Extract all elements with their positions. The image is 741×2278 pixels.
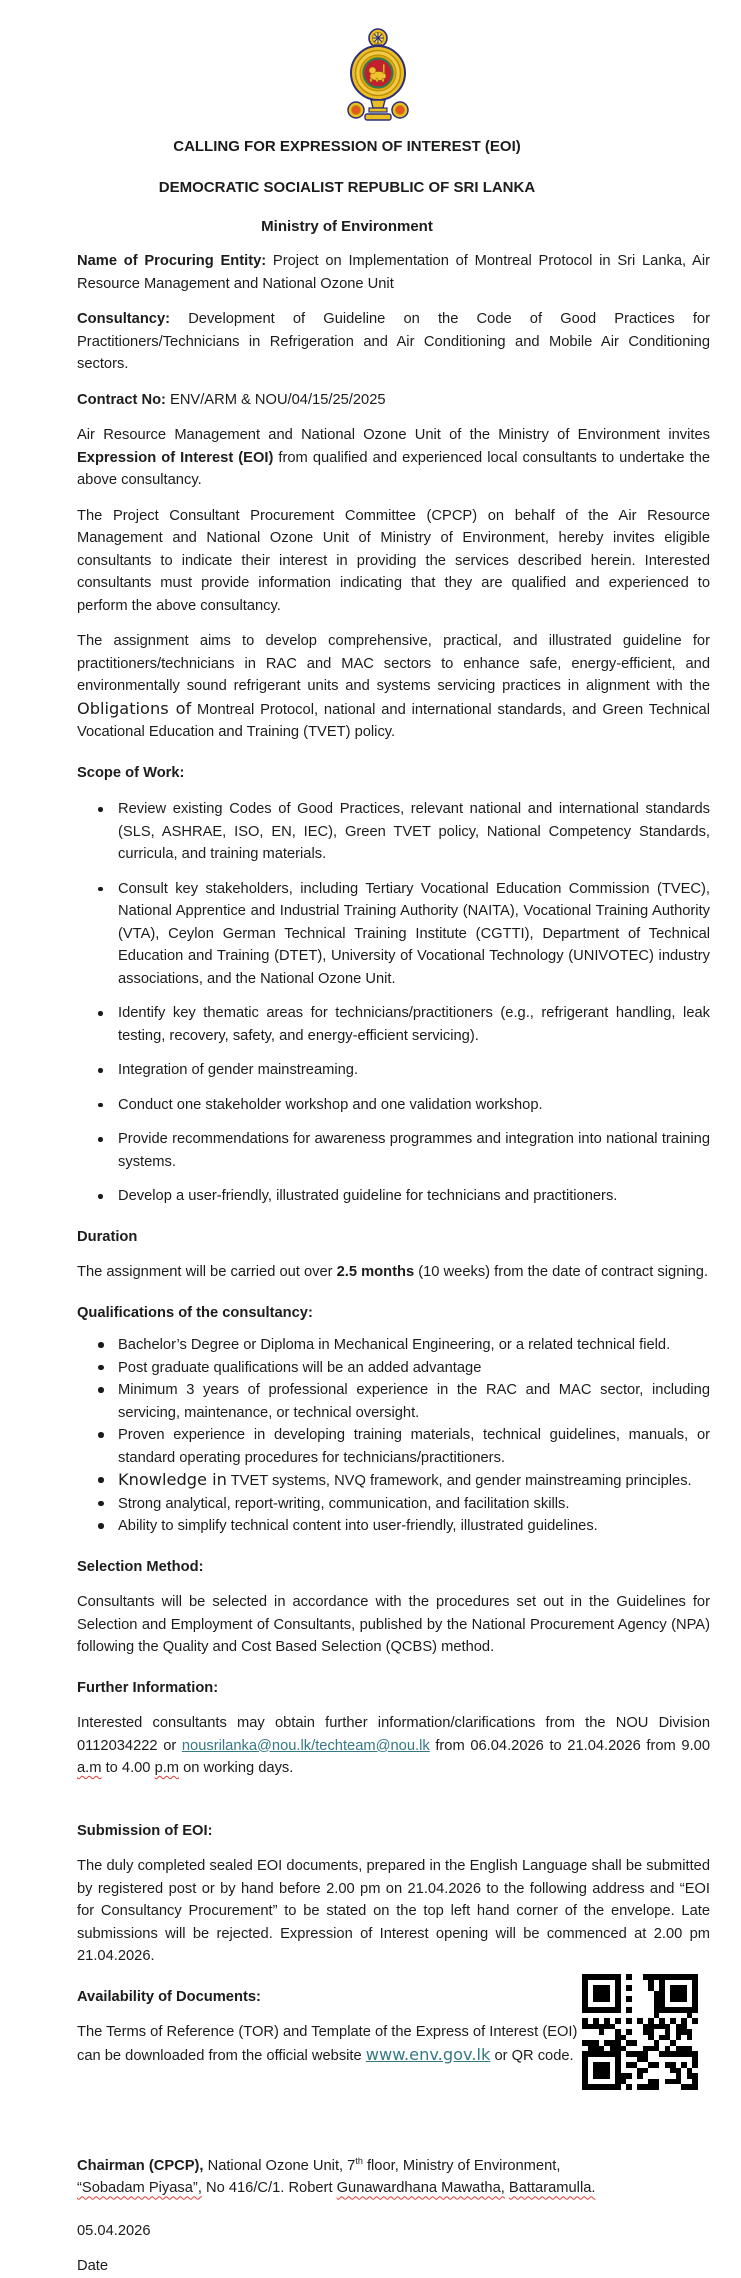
text-run: Identify key thematic areas for technicians/practitioners (e.g., refrigerant handling, leak testing, recovery, safety, and energy-efficient servicing). — [118, 1005, 710, 1044]
bullet-item — [77, 1185, 710, 1208]
text-run: Post graduate qualifications will be an added advantage — [118, 1359, 482, 1376]
qr-code — [582, 1974, 698, 2090]
text-run: Ability to simplify technical content into user-friendly, illustrated guidelines. — [118, 1518, 598, 1534]
text-run: The Project Consultant Procurement Committee (CPCP) on behalf of the Air Resource Management and National Ozone Unit of Ministry of Environment, hereby invites eligible consultants to indicate their interest in providing the services described herein. Interested consultants must provide information indicating that they are qualified and experienced to perform the above consultancy. — [77, 507, 710, 614]
text-run: Gunawardhana Mawatha, — [336, 2180, 505, 2197]
bullet-item — [77, 1469, 710, 1493]
text-run: Interested consultants may obtain further information/clarifications from the NOU Division 0112034222 or — [77, 1715, 710, 1754]
text-run: Integration of gender mainstreaming. — [118, 1062, 359, 1078]
selection-method-heading: Selection Method: — [77, 1558, 204, 1575]
text-run: The duly completed sealed EOI documents, prepared in the English Language shall be submitted by registered post or by hand before 2.00 pm on 21.04.2026 to the following address and “EOI for Consultancy Procurement” to be stated on the top left hand corner of the envelope. Late submissions will be rejected. Expression of Interest opening will be commenced at 2.00 pm 21.04.2026. — [77, 1858, 710, 1964]
text-run: Chairman (CPCP), — [77, 2157, 204, 2174]
further-information-paragraph — [77, 1712, 710, 1780]
bullet-dot-icon — [98, 1137, 103, 1142]
ministry-subtitle: Ministry of Environment — [261, 218, 433, 235]
scope-of-work-list — [77, 798, 710, 1208]
text-run: TVET systems, NVQ framework, and gender mainstreaming principles. — [226, 1473, 692, 1489]
text-run: from 06.04.2026 to 21.04.2026 from 9.00 — [429, 1737, 710, 1754]
duration-heading: Duration — [77, 1228, 138, 1245]
text-run: Develop a user-friendly, illustrated guideline for technicians and practitioners. — [118, 1188, 618, 1204]
text-run: Date — [77, 2258, 109, 2275]
text-run: 05.04.2026 — [77, 2222, 151, 2239]
bullet-dot-icon — [98, 1477, 104, 1483]
text-run: Conduct one stakeholder workshop and one validation workshop. — [118, 1096, 543, 1113]
bullet-item — [77, 1059, 710, 1082]
text-run: The Terms of Reference (TOR) and Template of the Express of Interest (EOI) can be downloaded from the official website — [77, 2024, 578, 2064]
availability-paragraph — [77, 2021, 597, 2067]
text-run: th — [355, 2156, 363, 2166]
bullet-dot-icon — [98, 1194, 103, 1199]
website-link[interactable]: www.env.gov.lk — [365, 2044, 491, 2064]
text-run: to 4.00 — [101, 1760, 155, 1776]
text-run: floor, Ministry of Environment, — [362, 2157, 561, 2174]
text-run: Development of Guideline on the Code of Good Practices for Practitioners/Technicians in Refrigeration and Air Conditioning and Mobile Air Conditioning sectors. — [77, 311, 710, 372]
bullet-item — [77, 878, 710, 991]
qualifications-heading: Qualifications of the consultancy: — [77, 1304, 313, 1321]
bullet-item — [77, 1379, 710, 1424]
text-run: Obligations of — [77, 698, 192, 718]
text-run: p.m — [154, 1760, 180, 1776]
text-run: Contract No: — [77, 391, 171, 408]
text-run: Project on Implementation of Montreal Protocol in Sri Lanka, Air Resource Management and National Ozone Unit — [77, 253, 710, 292]
bullet-item — [77, 1002, 710, 1047]
text-run: on working days. — [179, 1760, 294, 1776]
submission-heading: Submission of EOI: — [77, 1822, 213, 1839]
text-run: The assignment aims to develop comprehensive, practical, and illustrated guideline for practitioners/technicians in RAC and MAC sectors to enhance safe, energy-efficient, and environmentally sound refrigerant units and systems servicing practices in alignment with the — [77, 633, 710, 694]
notice-date-label — [77, 2255, 710, 2278]
text-run: “Sobadam Piyasa”, — [77, 2180, 202, 2197]
bullet-dot-icon — [98, 1103, 103, 1108]
bullet-dot-icon — [98, 1501, 104, 1507]
availability-heading: Availability of Documents: — [77, 1988, 261, 2005]
procuring-entity-paragraph — [77, 250, 710, 295]
text-run: from qualified and experienced local consultants to undertake the above consultancy. — [77, 449, 710, 488]
bullet-item — [77, 1128, 710, 1173]
bullet-dot-icon — [98, 1432, 104, 1438]
bullet-dot-icon — [98, 887, 103, 892]
bullet-dot-icon — [98, 1011, 103, 1016]
text-run: Consult key stakeholders, including Tertiary Vocational Education Commission (TVEC), National Apprentice and Industrial Training Authority (NAITA), Vocational Training Authority (VTA), Ceylon German Technical Training Institute (CGTTI), Department of Technical Education and Training (DTET), University of Vocational Technology (UNIVOTEC) industry associations, and the National Ozone Unit. — [118, 880, 710, 987]
text-run: Provide recommendations for awareness programmes and integration into national training systems. — [118, 1131, 710, 1170]
text-run: Expression of Interest (EOI) — [77, 449, 274, 466]
further-information-heading: Further Information: — [77, 1679, 219, 1696]
text-run: Bachelor’s Degree or Diploma in Mechanical Engineering, or a related technical field. — [118, 1337, 671, 1353]
qualifications-list — [77, 1334, 710, 1538]
text-run: (10 weeks) from the date of contract signing. — [414, 1264, 709, 1280]
text-run: Consultancy: — [77, 311, 189, 327]
text-run: Name of Procuring Entity: — [77, 253, 273, 269]
text-run: Consultants will be selected in accordance with the procedures set out in the Guidelines for Selection and Employment of Consultants, published by the National Procurement Agency (NPA) following the Quality and Cost Based Selection (QCBS) method. — [77, 1594, 710, 1655]
bullet-dot-icon — [98, 1068, 103, 1073]
scope-of-work-heading: Scope of Work: — [77, 764, 185, 781]
cpcp-paragraph — [77, 505, 710, 618]
invitation-paragraph — [77, 424, 710, 492]
bullet-dot-icon — [98, 807, 103, 812]
text-run: Proven experience in developing training materials, technical guidelines, manuals, or standard operating procedures for technicians/practitioners. — [118, 1427, 710, 1466]
text-run: or QR code. — [490, 2047, 574, 2064]
bullet-item — [77, 1515, 710, 1538]
document-title: CALLING FOR EXPRESSION OF INTEREST (EOI) — [173, 138, 521, 155]
blank-space — [77, 1780, 710, 1802]
bullet-dot-icon — [98, 1342, 104, 1348]
bullet-item — [77, 1094, 710, 1117]
text-run: Air Resource Management and National Ozone Unit of the Ministry of Environment invites — [77, 427, 710, 443]
text-run: Strong analytical, report-writing, communication, and facilitation skills. — [118, 1495, 570, 1512]
text-run: Battaramulla. — [508, 2180, 596, 2197]
text-run: Minimum 3 years of professional experience in the RAC and MAC sector, including servicing, maintenance, or technical oversight. — [118, 1382, 710, 1421]
text-run: National Ozone Unit, 7 — [203, 2157, 356, 2174]
text-run: Review existing Codes of Good Practices, relevant national and international standards (SLS, ASHRAE, ISO, EN, IEC), Green TVET policy, National Competency Standards, curricula, and training materials. — [118, 801, 710, 862]
bullet-item — [77, 1334, 710, 1357]
duration-paragraph — [77, 1261, 710, 1284]
contract-no-paragraph — [77, 389, 710, 412]
text-run: The assignment will be carried out over — [77, 1264, 337, 1280]
text-run: Montreal Protocol, national and international standards, and Green Technical Vocational Education and Training (TVET) policy. — [77, 701, 710, 740]
assignment-aim-paragraph — [77, 630, 710, 744]
consultancy-paragraph — [77, 308, 710, 376]
bullet-dot-icon — [98, 1365, 104, 1371]
selection-method-paragraph — [77, 1591, 710, 1659]
submission-paragraph — [77, 1855, 710, 1968]
bullet-dot-icon — [98, 1523, 104, 1529]
bullet-dot-icon — [98, 1387, 104, 1393]
country-subtitle: DEMOCRATIC SOCIALIST REPUBLIC OF SRI LANKA — [158, 179, 536, 196]
email-link[interactable]: nousrilanka@nou.lk/techteam@nou.lk — [181, 1737, 430, 1754]
bullet-item — [77, 1493, 710, 1516]
notice-date-value — [77, 2220, 710, 2243]
text-run: Knowledge in — [118, 1470, 227, 1489]
chairman-address-paragraph — [77, 2150, 710, 2200]
bullet-item — [77, 1357, 710, 1380]
bullet-item — [77, 1424, 710, 1469]
text-run: 2.5 months — [336, 1264, 415, 1280]
bullet-item — [77, 798, 710, 866]
sri-lanka-emblem-logo — [345, 28, 411, 124]
text-run: No 416/C/1. Robert — [201, 2180, 337, 2197]
text-run: ENV/ARM & NOU/04/15/25/2025 — [170, 391, 386, 408]
text-run: a.m — [77, 1760, 102, 1776]
